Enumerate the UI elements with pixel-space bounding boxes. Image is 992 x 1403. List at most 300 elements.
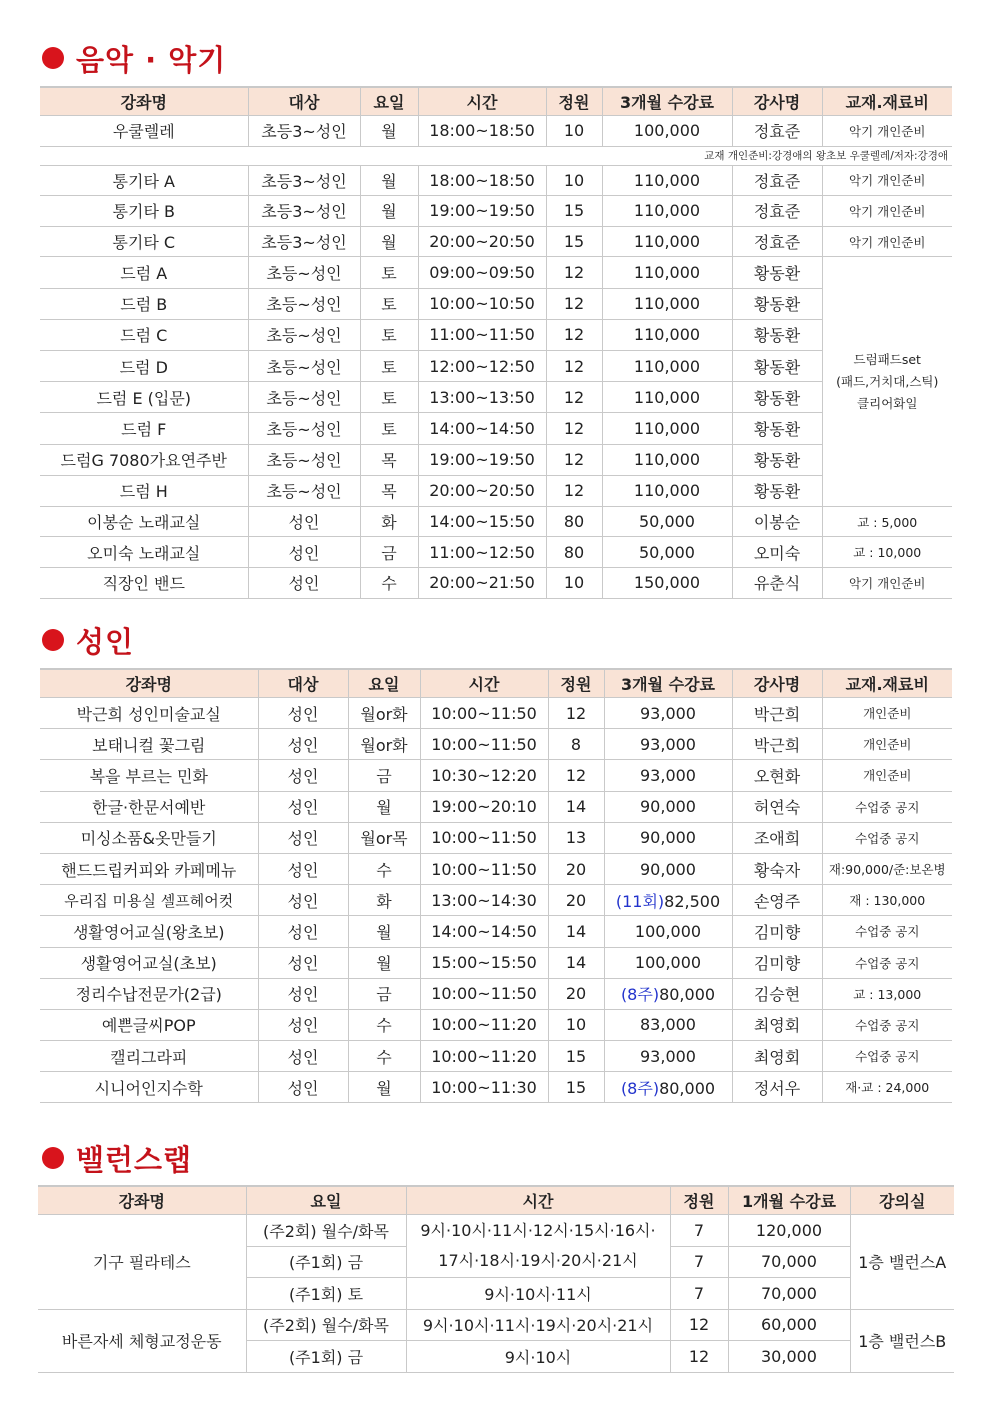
time: 10:00~11:50: [420, 853, 548, 884]
day: 월or화: [348, 729, 420, 760]
red-dot-icon: [42, 1147, 64, 1169]
fee-value: 93,000: [640, 734, 696, 754]
time: 10:00~11:50: [420, 698, 548, 729]
course-name: 드럼 F: [40, 413, 248, 444]
day: 수: [348, 1041, 420, 1072]
fee: 110,000: [602, 319, 732, 350]
table-row: [40, 537, 952, 568]
header-cell: 강사명: [732, 669, 822, 698]
course-name: 드럼 H: [40, 475, 248, 506]
header-cell: 시간: [406, 1186, 670, 1215]
material: 수업중 공지: [822, 916, 952, 947]
instructor: 이봉순: [732, 506, 822, 537]
time: 10:00~11:50: [420, 822, 548, 853]
day: 월: [360, 165, 418, 196]
time: 15:00~15:50: [420, 947, 548, 978]
instructor: 황동환: [732, 350, 822, 381]
material: 교 : 5,000: [822, 506, 952, 537]
target: 성인: [258, 1041, 348, 1072]
time: 18:00~18:50: [418, 116, 546, 147]
day: 토: [360, 319, 418, 350]
capacity: 7: [670, 1278, 728, 1310]
table-header: [38, 1186, 954, 1215]
capacity: 15: [548, 1072, 604, 1103]
instructor: 조애희: [732, 822, 822, 853]
instructor: 최영회: [732, 1009, 822, 1040]
day: 월: [360, 196, 418, 227]
fee: [604, 822, 732, 853]
section-title-music: [42, 38, 226, 78]
header-cell: 대상: [258, 669, 348, 698]
day: 토: [360, 350, 418, 381]
capacity: 13: [548, 822, 604, 853]
target: 초등~성인: [248, 382, 360, 413]
fee: [604, 698, 732, 729]
instructor: 황동환: [732, 444, 822, 475]
course-name: 바른자세 체형교정운동: [38, 1309, 246, 1372]
material: 재·교 : 24,000: [822, 1072, 952, 1103]
table-row: [40, 257, 952, 288]
drum-material-line: 클리어화일: [857, 395, 918, 411]
music-table: [40, 86, 952, 599]
target: 성인: [258, 916, 348, 947]
header-cell: 강좌명: [38, 1186, 246, 1215]
capacity: 80: [546, 537, 602, 568]
capacity: 12: [546, 350, 602, 381]
target: 초등~성인: [248, 288, 360, 319]
fee-prefix: (8주): [620, 1078, 660, 1098]
time: 13:00~13:50: [418, 382, 546, 413]
course-name: 드럼G 7080가요연주반: [40, 444, 248, 475]
course-name: 우리집 미용실 셀프헤어컷: [40, 885, 258, 916]
time: 14:00~15:50: [418, 506, 546, 537]
target: 성인: [258, 885, 348, 916]
day: 화: [348, 885, 420, 916]
capacity: 12: [670, 1309, 728, 1341]
material-note: 교재 개인준비:강경애의 왕초보 우쿨렐레/저자:강경애: [40, 146, 952, 165]
course-name: 시니어인지수학: [40, 1072, 258, 1103]
time: 18:00~18:50: [418, 165, 546, 196]
material: 재 : 130,000: [822, 885, 952, 916]
fee: [604, 885, 732, 916]
time: 20:00~21:50: [418, 568, 546, 599]
table-row: [40, 791, 952, 822]
day: 토: [360, 382, 418, 413]
material: 수업중 공지: [822, 791, 952, 822]
course-name: 핸드드립커피와 카페메뉴: [40, 853, 258, 884]
table-row: [40, 885, 952, 916]
target: 성인: [258, 729, 348, 760]
table-row: [40, 916, 952, 947]
time: 19:00~19:50: [418, 444, 546, 475]
target: 초등~성인: [248, 475, 360, 506]
day: 수: [360, 568, 418, 599]
capacity: 15: [546, 226, 602, 257]
target: 성인: [258, 1009, 348, 1040]
fee: 110,000: [602, 257, 732, 288]
instructor: 박근희: [732, 698, 822, 729]
header-cell: 교재.재료비: [822, 669, 952, 698]
fee: [604, 1041, 732, 1072]
capacity: 12: [546, 444, 602, 475]
course-name: 생활영어교실(왕초보): [40, 916, 258, 947]
fee: 110,000: [602, 382, 732, 413]
capacity: 15: [546, 196, 602, 227]
day: 수: [348, 853, 420, 884]
drum-material-line: (패드,거치대,스틱): [836, 373, 939, 389]
day: 금: [348, 978, 420, 1009]
fee: [604, 1009, 732, 1040]
material: 수업중 공지: [822, 1041, 952, 1072]
material: 교 : 13,000: [822, 978, 952, 1009]
material: 악기 개인준비: [822, 116, 952, 147]
day: 토: [360, 257, 418, 288]
fee: 120,000: [728, 1215, 850, 1247]
material: 악기 개인준비: [822, 165, 952, 196]
time-line: 17시·18시·19시·20시·21시: [438, 1251, 638, 1270]
course-name: 드럼 C: [40, 319, 248, 350]
course-name: 예쁜글씨POP: [40, 1009, 258, 1040]
capacity: 8: [548, 729, 604, 760]
material: 개인준비: [822, 760, 952, 791]
material: 수업중 공지: [822, 947, 952, 978]
target: 성인: [248, 506, 360, 537]
instructor: 유춘식: [732, 568, 822, 599]
header-cell: 요일: [348, 669, 420, 698]
header-cell: 정원: [548, 669, 604, 698]
instructor: 황동환: [732, 413, 822, 444]
time: 10:00~10:50: [418, 288, 546, 319]
capacity: 12: [546, 413, 602, 444]
table-row: [40, 947, 952, 978]
instructor: 오미숙: [732, 537, 822, 568]
fee-value: 100,000: [634, 953, 702, 973]
instructor: 황동환: [732, 475, 822, 506]
target: 초등~성인: [248, 444, 360, 475]
time: 9시·10시·11시·19시·20시·21시: [406, 1309, 670, 1341]
adult-table: [40, 668, 952, 1103]
section-title-text: 밸런스랩: [76, 1142, 193, 1177]
target: 성인: [248, 568, 360, 599]
material: 악기 개인준비: [822, 226, 952, 257]
instructor: 박근희: [732, 729, 822, 760]
table-row: [40, 475, 952, 506]
target: 초등3~성인: [248, 165, 360, 196]
day: 토: [360, 413, 418, 444]
time: 9시·10시·11시: [406, 1278, 670, 1310]
target: 성인: [258, 791, 348, 822]
header-cell: 시간: [418, 87, 546, 116]
table-row: [40, 165, 952, 196]
fee: [604, 1072, 732, 1103]
day: 월: [348, 1072, 420, 1103]
drum-material-line: 드럼패드set: [853, 351, 921, 367]
table-row: [40, 822, 952, 853]
table-row: [40, 1072, 952, 1103]
header-cell: 대상: [248, 87, 360, 116]
instructor: 정효준: [732, 226, 822, 257]
fee-value: 93,000: [640, 765, 696, 785]
instructor: 손영주: [732, 885, 822, 916]
day: (주2회) 월수/화목: [246, 1215, 406, 1247]
course-name: 캘리그라피: [40, 1041, 258, 1072]
time: 13:00~14:30: [420, 885, 548, 916]
capacity: 12: [546, 288, 602, 319]
material: 재:90,000/준:보온병: [822, 853, 952, 884]
day: 월: [348, 947, 420, 978]
capacity: 10: [546, 116, 602, 147]
day: 수: [348, 1009, 420, 1040]
instructor: 황동환: [732, 319, 822, 350]
fee: [604, 853, 732, 884]
room: 1층 밸런스A: [850, 1215, 954, 1310]
fee: 70,000: [728, 1246, 850, 1278]
time: 20:00~20:50: [418, 226, 546, 257]
header-cell: 교재.재료비: [822, 87, 952, 116]
capacity: 12: [548, 698, 604, 729]
capacity: 10: [548, 1009, 604, 1040]
header-cell: 강사명: [732, 87, 822, 116]
header-cell: 강좌명: [40, 87, 248, 116]
table-header: [40, 87, 952, 116]
fee: 110,000: [602, 475, 732, 506]
target: 성인: [258, 947, 348, 978]
table-row: [40, 568, 952, 599]
target: 초등~성인: [248, 350, 360, 381]
fee-value: 80,000: [659, 1078, 716, 1098]
day: (주2회) 월수/화목: [246, 1309, 406, 1341]
fee: 150,000: [602, 568, 732, 599]
table-row: [40, 1041, 952, 1072]
capacity: 80: [546, 506, 602, 537]
instructor: 황동환: [732, 382, 822, 413]
fee: 110,000: [602, 350, 732, 381]
fee-prefix: (8주): [620, 985, 660, 1005]
capacity: 14: [548, 947, 604, 978]
instructor: 정효준: [732, 116, 822, 147]
fee: [604, 947, 732, 978]
course-name: 통기타 B: [40, 196, 248, 227]
capacity: 12: [548, 760, 604, 791]
header-cell: 요일: [246, 1186, 406, 1215]
material: 수업중 공지: [822, 822, 952, 853]
fee: [604, 729, 732, 760]
fee: [604, 916, 732, 947]
course-name: 기구 필라테스: [38, 1215, 246, 1310]
course-name: 직장인 밴드: [40, 568, 248, 599]
course-name: 생활영어교실(초보): [40, 947, 258, 978]
capacity: 15: [548, 1041, 604, 1072]
day: 월: [348, 791, 420, 822]
table-row: [40, 319, 952, 350]
target: 성인: [248, 537, 360, 568]
balance-table: [38, 1185, 954, 1373]
section-title-text: 성인: [76, 624, 135, 659]
day: (주1회) 금: [246, 1341, 406, 1373]
instructor: 정효준: [732, 196, 822, 227]
target: 초등3~성인: [248, 226, 360, 257]
material: 개인준비: [822, 698, 952, 729]
capacity: 12: [670, 1341, 728, 1373]
day: 월or목: [348, 822, 420, 853]
time: [406, 1215, 670, 1278]
table-row: [40, 506, 952, 537]
capacity: 7: [670, 1246, 728, 1278]
day: 토: [360, 288, 418, 319]
header-cell: 정원: [546, 87, 602, 116]
fee-value: 80,000: [659, 985, 716, 1005]
course-name: 드럼 D: [40, 350, 248, 381]
header-cell: 정원: [670, 1186, 728, 1215]
instructor: 오현화: [732, 760, 822, 791]
time: 14:00~14:50: [418, 413, 546, 444]
instructor: 최영회: [732, 1041, 822, 1072]
day: (주1회) 토: [246, 1278, 406, 1310]
time: 10:00~11:50: [420, 729, 548, 760]
header-cell: 시간: [420, 669, 548, 698]
material: 수업중 공지: [822, 1009, 952, 1040]
capacity: 12: [546, 382, 602, 413]
note-row: [40, 146, 952, 165]
material: 악기 개인준비: [822, 568, 952, 599]
target: 초등3~성인: [248, 116, 360, 147]
table-row: [40, 444, 952, 475]
time: 09:00~09:50: [418, 257, 546, 288]
capacity: 20: [548, 885, 604, 916]
course-name: 보태니컬 꽃그림: [40, 729, 258, 760]
course-name: 우쿨렐레: [40, 116, 248, 147]
time: 20:00~20:50: [418, 475, 546, 506]
instructor: 허연숙: [732, 791, 822, 822]
fee: [604, 978, 732, 1009]
table-row: [40, 226, 952, 257]
fee: 110,000: [602, 165, 732, 196]
time: 11:00~12:50: [418, 537, 546, 568]
table-row: [40, 382, 952, 413]
material: 악기 개인준비: [822, 196, 952, 227]
time: 19:00~20:10: [420, 791, 548, 822]
fee-value: 93,000: [640, 703, 696, 723]
table-row: [38, 1215, 954, 1247]
course-name: 통기타 A: [40, 165, 248, 196]
instructor: 황동환: [732, 257, 822, 288]
header-cell: 강좌명: [40, 669, 258, 698]
instructor: 김미향: [732, 947, 822, 978]
course-name: 드럼 B: [40, 288, 248, 319]
course-name: 한글·한문서예반: [40, 791, 258, 822]
table-row: [40, 760, 952, 791]
day: 금: [348, 760, 420, 791]
header-cell: 강의실: [850, 1186, 954, 1215]
target: 성인: [258, 853, 348, 884]
fee: 100,000: [602, 116, 732, 147]
time: 10:00~11:30: [420, 1072, 548, 1103]
section-title-text: 음악 · 악기: [76, 42, 227, 77]
fee: [604, 791, 732, 822]
fee: 70,000: [728, 1278, 850, 1310]
capacity: 20: [548, 978, 604, 1009]
day: 금: [360, 537, 418, 568]
capacity: 12: [546, 475, 602, 506]
table-row: [40, 698, 952, 729]
header-cell: 1개월 수강료: [728, 1186, 850, 1215]
fee: 50,000: [602, 506, 732, 537]
fee: 110,000: [602, 196, 732, 227]
table-row: [40, 729, 952, 760]
fee: 50,000: [602, 537, 732, 568]
material: 교 : 10,000: [822, 537, 952, 568]
time: 10:30~12:20: [420, 760, 548, 791]
fee-value: 83,000: [640, 1015, 696, 1035]
capacity: 10: [546, 165, 602, 196]
fee-value: 90,000: [640, 828, 696, 848]
target: 성인: [258, 822, 348, 853]
target: 성인: [258, 1072, 348, 1103]
target: 초등3~성인: [248, 196, 360, 227]
table-row: [40, 350, 952, 381]
capacity: 20: [548, 853, 604, 884]
capacity: 7: [670, 1215, 728, 1247]
table-row: [38, 1309, 954, 1341]
fee-value: 93,000: [640, 1046, 696, 1066]
day: 화: [360, 506, 418, 537]
day: 목: [360, 444, 418, 475]
target: 초등~성인: [248, 257, 360, 288]
material: 개인준비: [822, 729, 952, 760]
table-row: [40, 853, 952, 884]
fee: 60,000: [728, 1309, 850, 1341]
course-name: 드럼 A: [40, 257, 248, 288]
time-line: 9시·10시·11시·12시·15시·16시·: [420, 1221, 656, 1240]
target: 초등~성인: [248, 319, 360, 350]
fee: 110,000: [602, 444, 732, 475]
instructor: 황숙자: [732, 853, 822, 884]
capacity: 12: [546, 257, 602, 288]
table-header: [40, 669, 952, 698]
fee: 110,000: [602, 226, 732, 257]
section-title-balance: [42, 1138, 192, 1178]
course-name: 복을 부르는 민화: [40, 760, 258, 791]
instructor: 정효준: [732, 165, 822, 196]
course-name: 박근희 성인미술교실: [40, 698, 258, 729]
time: 10:00~11:20: [420, 1009, 548, 1040]
course-name: 통기타 C: [40, 226, 248, 257]
target: 초등~성인: [248, 413, 360, 444]
course-name: 미싱소품&옷만들기: [40, 822, 258, 853]
instructor: 김미향: [732, 916, 822, 947]
red-dot-icon: [42, 629, 64, 651]
section-title-adult: [42, 620, 134, 660]
header-cell: 3개월 수강료: [602, 87, 732, 116]
fee-value: 82,500: [664, 891, 721, 911]
fee: 30,000: [728, 1341, 850, 1373]
fee: [604, 760, 732, 791]
capacity: 14: [548, 791, 604, 822]
day: 월: [360, 116, 418, 147]
room: 1층 밸런스B: [850, 1309, 954, 1372]
time: 12:00~12:50: [418, 350, 546, 381]
fee-value: 100,000: [634, 921, 702, 941]
table-row: [40, 116, 952, 147]
time: 14:00~14:50: [420, 916, 548, 947]
capacity: 12: [546, 319, 602, 350]
fee-value: 90,000: [640, 859, 696, 879]
course-name: 오미숙 노래교실: [40, 537, 248, 568]
target: 성인: [258, 760, 348, 791]
course-name: 이봉순 노래교실: [40, 506, 248, 537]
table-row: [40, 288, 952, 319]
fee-prefix: (11회): [615, 891, 665, 911]
